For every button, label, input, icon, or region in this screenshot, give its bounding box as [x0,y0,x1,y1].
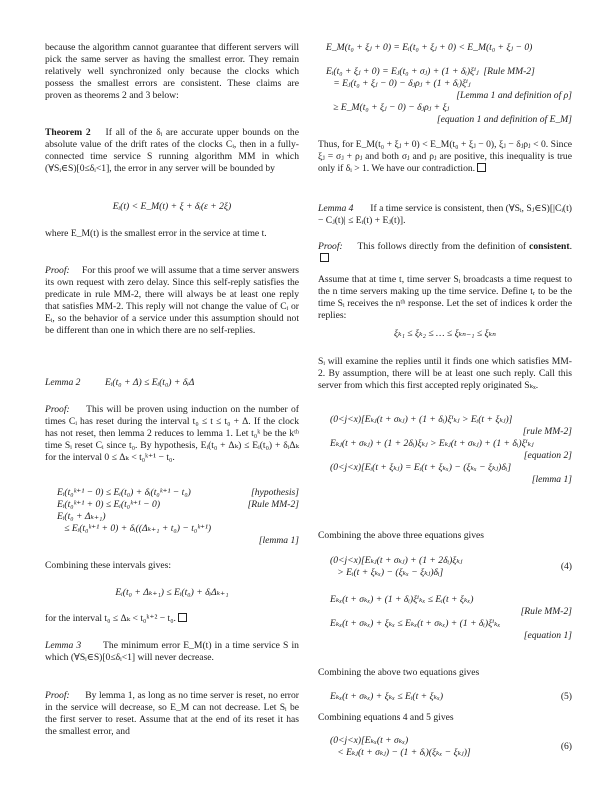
equation-note: [lemma 1] [258,535,299,546]
proof-text: This will be proven using induction on the number of times Cᵢ has reset during the interval t₀ ≤ t ≤ t₀ + Δ. If the clock has not reset, then lemma 2 reduces to lemma 1. Let t₀ᵏ be the kᵗʰ time Sᵢ reset Cᵢ since t₀. By hypothesis, Eᵢ(t₀ + Δₖ) ≤ Eᵢ(t₀) + δᵢΔₖ for the interval 0 ≤ Δₖ < t₀ᵏ⁺¹ − t₀. [45,404,299,463]
equation: Eₖₓ(t + σₖₓ) + ξₖₓ ≤ Eᵢ(t + ξₖₓ) [330,691,444,702]
equation-line [326,102,572,114]
lemma-3 [45,640,299,664]
equation-line [326,114,572,126]
proof-lemma-4: Proof: This follows directly from the definition of consistent. [318,241,572,265]
thus-paragraph [318,139,572,175]
equation-note: [lemma 1] [531,474,572,485]
equation-line [330,474,572,486]
equation-line [330,450,572,462]
proof-text: By lemma 1, as long as no time server is reset, no error in the service will decrease, so E_M can not decrease. Let Sᵢ be the first server to reset. Assume that at the end of its reset it has the smallest error, and [45,690,299,737]
proof-text: This follows directly from the definition of [357,241,527,252]
equation-note: [rule MM-2] [522,426,572,437]
proof-lemma-2-equations [57,487,299,547]
equation-line [326,78,572,90]
equation-4 [330,555,572,579]
ordering-equation: ξₖ₁ ≤ ξₖ₂ ≤ … ≤ ξₖₙ₋₁ ≤ ξₖₙ [393,328,497,339]
equation: Eₖⱼ(t + σₖⱼ) + (1 + 2δᵢ)ξₖⱼ > Eₖⱼ(t + σₖⱼ) + (1 + δᵢ)ξⁱₖⱼ [330,438,534,449]
equation-note: [hypothesis] [251,487,299,498]
proof-lemma-2 [45,404,299,464]
si-paragraph: Sᵢ will examine the replies until it finds one which satisfies MM-2. By assumption, there will be at least one such reply. Call this server from which this first accepted reply originated Sₖₓ. [318,356,572,391]
theorem-2 [45,127,299,175]
equation-line [330,594,572,606]
equation-line [57,511,299,523]
equation-note: [equation 1 and definition of E_M] [436,114,572,125]
proof-label: Proof: [45,690,70,701]
equation-line [326,66,572,78]
equation-block-ei [326,66,572,126]
interval-statement: for the interval t₀ ≤ Δₖ < t₀ᵏ⁺² − t₀. [45,613,176,624]
combining-text: Combining these intervals gives: [45,560,172,571]
equation: Eᵢ(t₀ + Δₖ₊₁) [57,511,106,522]
assume-paragraph: Assume that at time t, time server Sᵢ broadcasts a time request to the n time servers making up the time service. Define tᵣ to be the time Sᵢ receives the nᵗʰ response. Let the set of indices k order the replies: [318,274,572,321]
qed-box-icon [320,253,329,262]
equation-note: [Rule MM-2] [520,606,572,617]
lemma-2 [45,377,299,389]
combining-two-text: Combining the above two equations gives [318,667,480,678]
equation-line [330,426,572,438]
lemma-3-label: Lemma 3 [45,640,82,651]
lemma-4 [318,203,572,227]
equation-line [57,499,299,511]
interval-text [45,613,299,625]
equation-note: [Rule MM-2] [247,499,299,510]
equation-number: (6) [560,741,572,752]
equation-block-rule [330,594,572,642]
equation-line [330,606,572,618]
equation: (0<j<x)[Eₖⱼ(t + σₖⱼ) + (1 + δᵢ)ξⁱₖⱼ > Eᵢ(t + ξₖⱼ)] [330,414,513,425]
equation: (0<j<x)[Eᵢ(t + ξₖⱼ) = Eᵢ(t + ξₖₓ) − (ξₖₓ − ξₖⱼ)δᵢ] [330,462,512,473]
equation: Eᵢ(t₀ᵏ⁺¹ + 0) ≤ Eᵢ(t₀ᵏ⁺¹ − 0) [57,499,161,510]
equation-number: (4) [560,561,572,572]
equation: Eᵢ(t₀ + ξⱼ + 0) = Eⱼ(t₀ + σⱼ) + (1 + δᵢ)ξⁱⱼ [Rule MM-2] [326,66,535,77]
qed-box-icon [477,163,486,172]
equation-block-replies [330,414,572,486]
equation-em: E_M(t₀ + ξⱼ + 0) = Eᵢ(t₀ + ξⱼ + 0) < E_M(t₀ + ξⱼ − 0) [326,42,533,53]
lemma-4-label: Lemma 4 [318,203,354,214]
lemma-2-label: Lemma 2 [45,377,81,388]
equation-line [57,523,299,535]
proof-label: Proof: [45,265,70,276]
proof-theorem-2 [45,265,299,337]
equation: ≤ Eᵢ(t₀ᵏ⁺¹ + 0) + δᵢ((Δₖ₊₁ + t₀) − t₀ᵏ⁺¹) [57,523,212,534]
intro-paragraph: because the algorithm cannot guarantee that different servers will pick the same server as having the smallest error. They remain relatively well synchronized only because the clocks which possess the smallest errors are consistent. These claims are proven as theorems 2 and 3 below: [45,42,299,101]
equation-line [330,438,572,450]
equation: Eₖₓ(t + σₖₓ) + ξₖₓ ≤ Eₖₓ(t + σₖₓ) + (1 + δᵢ)ξⁱₖₓ [330,618,501,629]
equation: (0<j<x)[Eₖₓ(t + σₖₓ) [330,735,409,746]
equation-6 [330,735,572,759]
theorem-2-equation: Eᵢ(t) < E_M(t) + ξ + δᵢ(ε + 2ξ) [112,201,232,212]
proof-label: Proof: [45,404,70,415]
equation: Eₖₓ(t + σₖₓ) + (1 + δᵢ)ξⁱₖₓ ≤ Eᵢ(t + ξₖₓ) [330,594,474,605]
combined-equation: Eᵢ(t₀ + Δₖ₊₁) ≤ Eᵢ(t₀) + δᵢΔₖ₊₁ [115,587,229,598]
proof-lemma-3 [45,690,299,738]
equation-note: [equation 1] [523,630,572,641]
consistent-term: consistent [529,241,570,252]
theorem-2-label: Theorem 2 [45,127,91,138]
equation-5 [330,691,572,703]
theorem-2-where: where E_M(t) is the smallest error in the service at time t. [45,228,267,239]
equation-note: [equation 2] [523,450,572,461]
equation-line [330,414,572,426]
proof-text: For this proof we will assume that a time server answers its own request with zero delay. Since this self-reply satisfies the predicate in rule MM-2, there will always be at least one reply that satisfies MM-2. This reply will not change the value of Cᵢ or Eᵢ, so the behavior of a service under this assumption should not be different than one in which there are no self-replies. [45,265,299,336]
lemma-2-equation: Eᵢ(t₀ + Δ) ≤ Eᵢ(t₀) + δᵢΔ [105,377,195,388]
lemma-3-text: The minimum error E_M(t) in a time service S in which (∀Sᵢ∈S)[0≤δᵢ<1] will never decrease. [45,640,299,663]
qed-box-icon [178,613,187,622]
equation: Eᵢ(t₀ᵏ⁺¹ − 0) ≤ Eᵢ(t₀) + δᵢ(t₀ᵏ⁺¹ − t₀) [57,487,191,498]
equation: = Eⱼ(t₀ + ξⱼ − 0) − δⱼρⱼ + (1 + δᵢ)ξⁱⱼ [326,78,471,89]
equation: ≥ E_M(t₀ + ξⱼ − 0) − δⱼρⱼ + ξⱼ [326,102,450,113]
equation: (0<j<x)[Eₖⱼ(t + σₖⱼ) + (1 + 2δᵢ)ξₖⱼ [330,555,463,566]
equation: < Eₖⱼ(t + σₖⱼ) − (1 + δᵢ)(ξₖₓ − ξₖⱼ)] [330,747,471,758]
equation-note: [Lemma 1 and definition of ρ] [456,90,572,101]
equation-line [330,630,572,642]
proof-label: Proof: [318,241,343,252]
combining-4-5-text: Combining equations 4 and 5 gives [318,712,454,723]
equation-line [57,487,299,499]
lemma-4-text: If a time service is consistent, then (∀Sᵢ, Sⱼ∈S)[|Cᵢ(t) − Cⱼ(t)| ≤ Eᵢ(t) + Eⱼ(t)]. [318,203,572,226]
thus-text: Thus, for E_M(t₀ + ξⱼ + 0) < E_M(t₀ + ξⱼ − 0), ξⱼ − δⱼρⱼ < 0. Since ξⱼ = σⱼ + ρⱼ and both σⱼ and ρⱼ are positive, this inequality is true only if δᵢ > 1. We have our contradiction. [318,139,572,174]
equation: > Eᵢ(t + ξₖₓ) − (ξₖₓ − ξₖⱼ)δᵢ] [330,567,444,578]
equation-line [330,618,572,630]
equation-line [326,90,572,102]
theorem-2-text: If all of the δᵢ are accurate upper bounds on the absolute value of the drift rates of the clocks Cᵢ, then in a fully-connected time service S running algorithm MM in which (∀Sᵢ∈S)[0≤δᵢ<1], the error in any server will be bounded by [45,127,299,174]
combining-three-text: Combining the above three equations gives [318,530,484,541]
equation-line [330,462,572,474]
equation-number: (5) [560,691,572,702]
equation-line [57,535,299,547]
